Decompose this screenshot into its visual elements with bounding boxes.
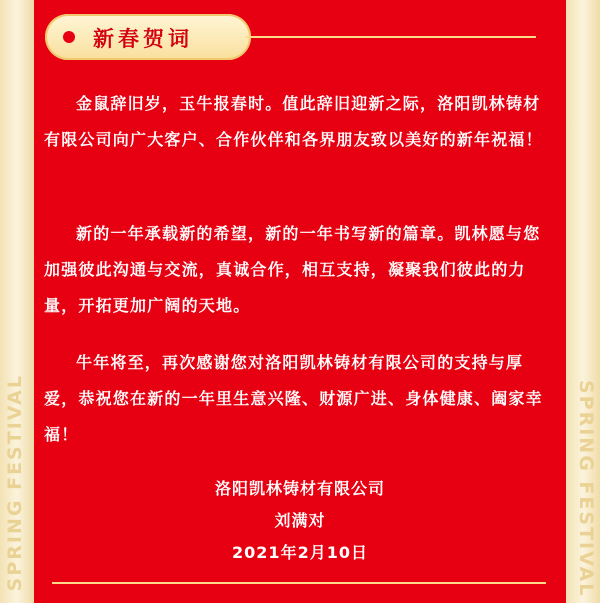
side-decor-text-right: SPRING FESTIVAL [575, 380, 597, 598]
header-divider [246, 36, 536, 38]
greeting-paragraph-2: 新的一年承载新的希望，新的一年书写新的篇章。凯林愿与您加强彼此沟通与交流，真诚合作，相互支持，凝聚我们彼此的力量，开拓更加广阔的天地。 [44, 224, 541, 315]
side-decor-text-left: SPRING FESTIVAL [4, 374, 26, 592]
signature-date: 2021年2月10日 [232, 543, 368, 562]
left-gold-border [0, 0, 34, 603]
signature-person: 刘满对 [274, 511, 326, 530]
signature-company: 洛阳凯林铸材有限公司 [214, 479, 385, 498]
title-dot-icon [63, 31, 75, 43]
greeting-paragraph-3: 牛年将至，再次感谢您对洛阳凯林铸材有限公司的支持与厚爱，恭祝您在新的一年里生意兴隆、财源广进、身体健康、阖家幸福！ [44, 353, 543, 444]
footer-divider [52, 582, 546, 584]
page-title: 新春贺词 [93, 27, 193, 51]
title-badge [45, 14, 251, 60]
greeting-paragraph-1: 金鼠辞旧岁，玉牛报春时。值此辞旧迎新之际，洛阳凯林铸材有限公司向广大客户、合作伙伴和各界朋友致以美好的新年祝福！ [44, 94, 543, 149]
greeting-panel [34, 0, 566, 603]
right-gold-border [566, 0, 600, 603]
